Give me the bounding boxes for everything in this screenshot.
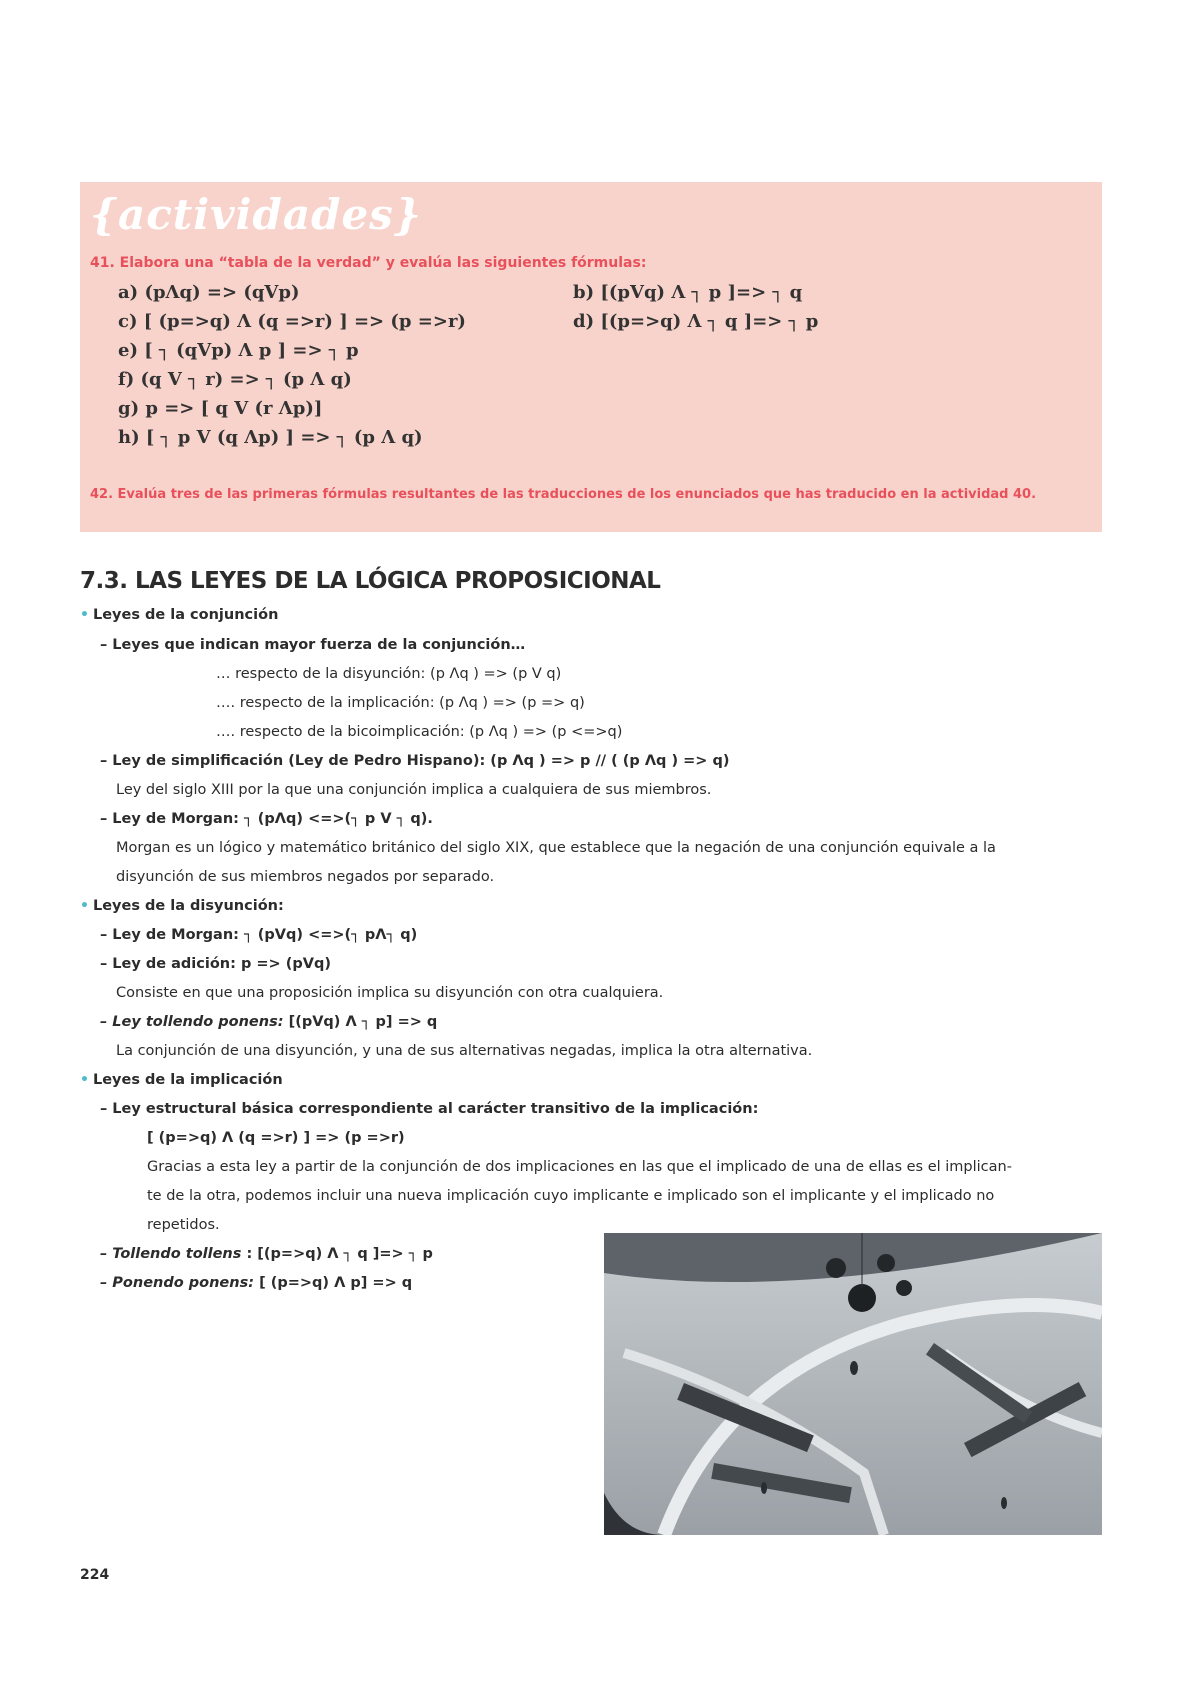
bullet-icon: • [80,1072,89,1088]
escalator-atrium-illustration [604,1233,1102,1535]
morgan-desc-1: Morgan es un lógico y matemático británico del siglo XIX, que establece que la negación de una conjunción equivale a la [116,840,996,856]
formula-e: e) [ ┐ (qVp) Λ p ] => ┐ p [118,340,359,361]
bullet-disjunction [80,896,284,916]
escalator-atrium-photo [604,1233,1102,1535]
tollendo-tollens-label: – Tollendo tollens [100,1246,242,1262]
tollendo-ponens-label: – Ley tollendo ponens: [100,1014,284,1030]
structural-law: – Ley estructural básica correspondiente al carácter transitivo de la implicación: [100,1101,759,1117]
ponendo-ponens-formula: [ (p=>q) Λ p] => q [254,1275,413,1291]
formula-f: f) (q V ┐ r) => ┐ (p Λ q) [118,369,352,390]
formula-a: a) (pΛq) => (qVp) [118,282,300,303]
conj-respect-implication: …. respecto de la implicación: (p Λq ) => (p => q) [216,695,585,711]
question-41: 41. Elabora una “tabla de la verdad” y evalúa las siguientes fórmulas: [90,255,647,271]
structural-formula: [ (p=>q) Λ (q =>r) ] => (p =>r) [147,1130,405,1146]
tollendo-ponens-law [100,1012,437,1032]
tollendo-ponens-desc: La conjunción de una disyunción, y una de sus alternativas negadas, implica la otra alternativa. [116,1043,813,1059]
structural-desc-3: repetidos. [147,1217,220,1233]
simplification-desc: Ley del siglo XIII por la que una conjunción implica a cualquiera de sus miembros. [116,782,712,798]
activities-title: {actividades} [90,190,422,239]
formula-b: b) [(pVq) Λ ┐ p ]=> ┐ q [573,282,803,303]
page-number: 224 [80,1567,110,1583]
simplification-law: – Ley de simplificación (Ley de Pedro Hispano): (p Λq ) => p // ( (p Λq ) => q) [100,753,730,769]
question-42: 42. Evalúa tres de las primeras fórmulas resultantes de las traducciones de los enunciados que has traducido en la actividad 40. [90,487,1037,502]
section-title: 7.3. LAS LEYES DE LA LÓGICA PROPOSICIONAL [80,568,661,594]
morgan-law-disjunction: – Ley de Morgan: ┐ (pVq) <=>(┐ pΛ┐ q) [100,927,418,943]
addition-law: – Ley de adición: p => (pVq) [100,956,331,972]
addition-desc: Consiste en que una proposición implica su disyunción con otra cualquiera. [116,985,664,1001]
tollendo-tollens-law [100,1244,433,1264]
bullet-icon: • [80,607,89,623]
formula-g: g) p => [ q V (r Λp)] [118,398,323,419]
bullet-conjunction [80,605,278,625]
formula-h: h) [ ┐ p V (q Λp) ] => ┐ (p Λ q) [118,427,423,448]
conj-respect-disjunction: … respecto de la disyunción: (p Λq ) => (p V q) [216,666,562,682]
formula-d: d) [(p=>q) Λ ┐ q ]=> ┐ p [573,311,819,332]
bullet-icon: • [80,898,89,914]
structural-desc-1: Gracias a esta ley a partir de la conjunción de dos implicaciones en las que el implicado de una de ellas es el implican- [147,1159,1012,1175]
ponendo-ponens-law [100,1273,412,1293]
bullet-implication [80,1070,283,1090]
conjunction-heading: Leyes de la conjunción [92,607,279,623]
ponendo-ponens-label: – Ponendo ponens: [100,1275,255,1291]
structural-desc-2: te de la otra, podemos incluir una nueva implicación cuyo implicante e implicado son el implicante y el implicado no [147,1188,995,1204]
disjunction-heading: Leyes de la disyunción: [92,898,284,914]
activities-box [80,182,1102,532]
tollendo-ponens-formula: [(pVq) Λ ┐ p] => q [283,1014,438,1030]
implication-heading: Leyes de la implicación [92,1072,283,1088]
tollendo-tollens-formula: : [(p=>q) Λ ┐ q ]=> ┐ p [241,1246,433,1262]
conj-respect-biconditional: …. respecto de la bicoimplicación: (p Λq ) => (p <=>q) [216,724,623,740]
conj-force-line: – Leyes que indican mayor fuerza de la conjunción… [100,637,526,653]
morgan-law-conjunction: – Ley de Morgan: ┐ (pΛq) <=>(┐ p V ┐ q). [100,811,433,827]
morgan-desc-2: disyunción de sus miembros negados por separado. [116,869,495,885]
formula-c: c) [ (p=>q) Λ (q =>r) ] => (p =>r) [118,311,466,332]
